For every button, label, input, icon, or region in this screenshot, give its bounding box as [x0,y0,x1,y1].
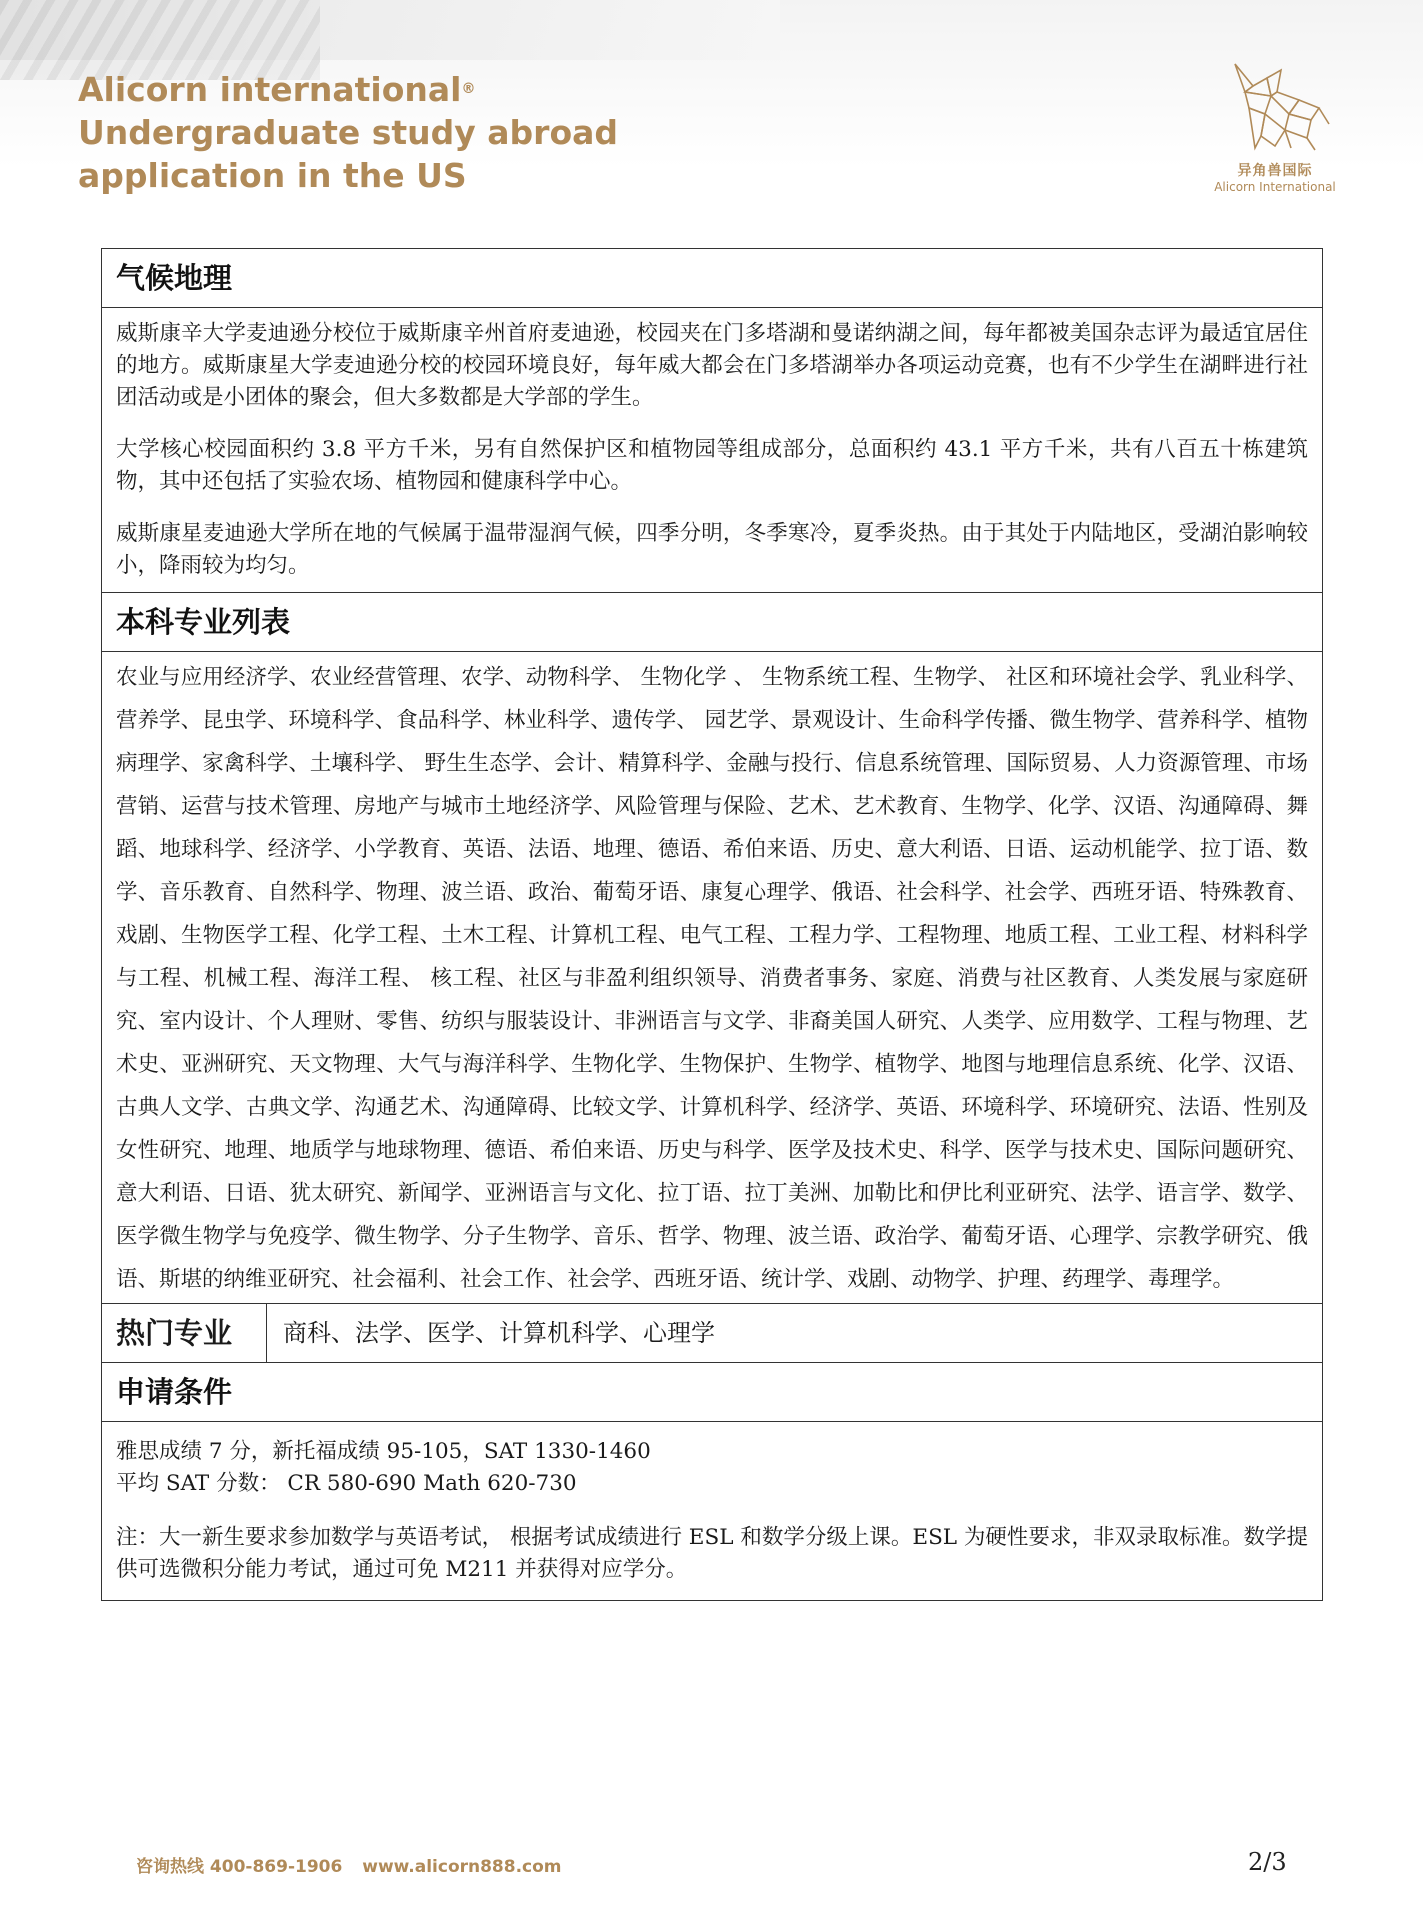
climate-paragraph-2: 大学核心校园面积约 3.8 平方千米，另有自然保护区和植物园等组成部分，总面积约 43.1 平方千米，共有八百五十栋建筑物，其中还包括了实验农场、植物园和健康科学中心。 [116,437,1308,494]
climate-section [102,249,1322,307]
hot-majors-label: 热门专业 [102,1304,267,1362]
footer-contact [136,1852,576,1877]
majors-title: 本科专业列表 [116,605,291,639]
climate-paragraph-1: 威斯康辛大学麦迪逊分校位于威斯康辛州首府麦迪逊，校园夹在门多塔湖和曼诺纳湖之间，每年都被美国杂志评为最适宜居住的地方。威斯康星大学麦迪逊分校的校园环境良好，每年威大都会在门多塔湖举办各项运动竞赛，也有不少学生在湖畔进行社团活动或是小团体的聚会，但大多数都是大学部的学生。 [116,321,1308,410]
requirements-body [102,1421,1322,1600]
requirements-sat-average: 平均 SAT 分数： CR 580-690 Math 620-730 [116,1471,577,1496]
majors-list: 农业与应用经济学、农业经营管理、农学、动物科学、 生物化学 、 生物系统工程、生物学、 社区和环境社会学、乳业科学、营养学、昆虫学、环境科学、食品科学、林业科学、遗传学、 园艺学、景观设计、生命科学传播、微生物学、营养科学、植物病理学、家禽科学、土壤科学、 野生生态学、会计、精算科学、金融与投行、信息系统管理、国际贸易、人力资源管理、市场营销、运营与技术管理、房地产与城市土地经济学、风险管理与保险、艺术、艺术教育、生物学、化学、汉语、沟通障碍、舞蹈、地球科学、经济学、小学教育、英语、法语、地理、德语、希伯来语、历史、意大利语、日语、运动机能学、拉丁语、数学、音乐教育、自然科学、物理、波兰语、政治、葡萄牙语、康复心理学、俄语、社会科学、社会学、西班牙语、特殊教育、戏剧、生物医学工程、化学工程、土木工程、计算机工程、电气工程、工程力学、工程物理、地质工程、工业工程、材料科学与工程、机械工程、海洋工程、 核工程、社区与非盈利组织领导、消费者事务、家庭、消费与社区教育、人类发展与家庭研究、室内设计、个人理财、零售、纺织与服装设计、非洲语言与文学、非裔美国人研究、人类学、应用数学、工程与物理、艺术史、亚洲研究、天文物理、大气与海洋科学、生物化学、生物保护、生物学、植物学、地图与地理信息系统、化学、汉语、古典人文学、古典文学、沟通艺术、沟通障碍、比较文学、计算机科学、经济学、英语、环境科学、环境研究、法语、性别及女性研究、地理、地质学与地球物理、德语、希伯来语、历史与科学、医学及技术史、科学、医学与技术史、国际问题研究、意大利语、日语、犹太研究、新闻学、亚洲语言与文化、拉丁语、拉丁美洲、加勒比和伊比利亚研究、法学、语言学、数学、医学微生物学与免疫学、微生物学、分子生物学、音乐、哲学、物理、波兰语、政治学、葡萄牙语、心理学、宗教学研究、俄语、斯堪的纳维亚研究、社会福利、社会工作、社会学、西班牙语、统计学、戏剧、动物学、护理、药理学、毒理学。 [116,665,1308,1292]
footer-hotline: 咨询热线 400-869-1906 [136,1857,343,1877]
hot-majors-row [102,1303,1322,1362]
requirements-section [102,1362,1322,1421]
requirements-title: 申请条件 [116,1375,233,1409]
logo-chinese-name: 异角兽国际 [1237,163,1313,179]
footer-website[interactable]: www.alicorn888.com [362,1857,562,1877]
climate-body [102,307,1322,592]
brand-title [78,68,698,197]
requirements-scores: 雅思成绩 7 分，新托福成绩 95-105，SAT 1330-1460 [116,1439,651,1464]
majors-section [102,592,1322,651]
university-info-table [101,248,1323,1601]
requirements-note: 注：大一新生要求参加数学与英语考试， 根据考试成绩进行 ESL 和数学分级上课。ESL 为硬性要求，非双录取标准。数学提供可选微积分能力考试，通过可免 M211 并获得对应学分。 [116,1525,1308,1582]
registered-mark: ® [461,81,476,97]
brand-line-1: Alicorn international [78,70,462,109]
brand-line-2: Undergraduate study abroad [78,113,619,152]
climate-title: 气候地理 [116,261,233,295]
majors-body [102,651,1322,1303]
brand-line-3: application in the US [78,156,467,195]
climate-paragraph-3: 威斯康星麦迪逊大学所在地的气候属于温带湿润气候，四季分明，冬季寒冷，夏季炎热。由于其处于内陆地区，受湖泊影响较小，降雨较为均匀。 [116,521,1308,578]
hot-majors-value: 商科、法学、医学、计算机科学、心理学 [283,1319,715,1347]
page-number: 2/3 [1248,1848,1287,1876]
unicorn-icon [1215,56,1335,156]
logo-english-name: Alicorn International [1214,180,1336,194]
alicorn-logo [1205,56,1345,206]
